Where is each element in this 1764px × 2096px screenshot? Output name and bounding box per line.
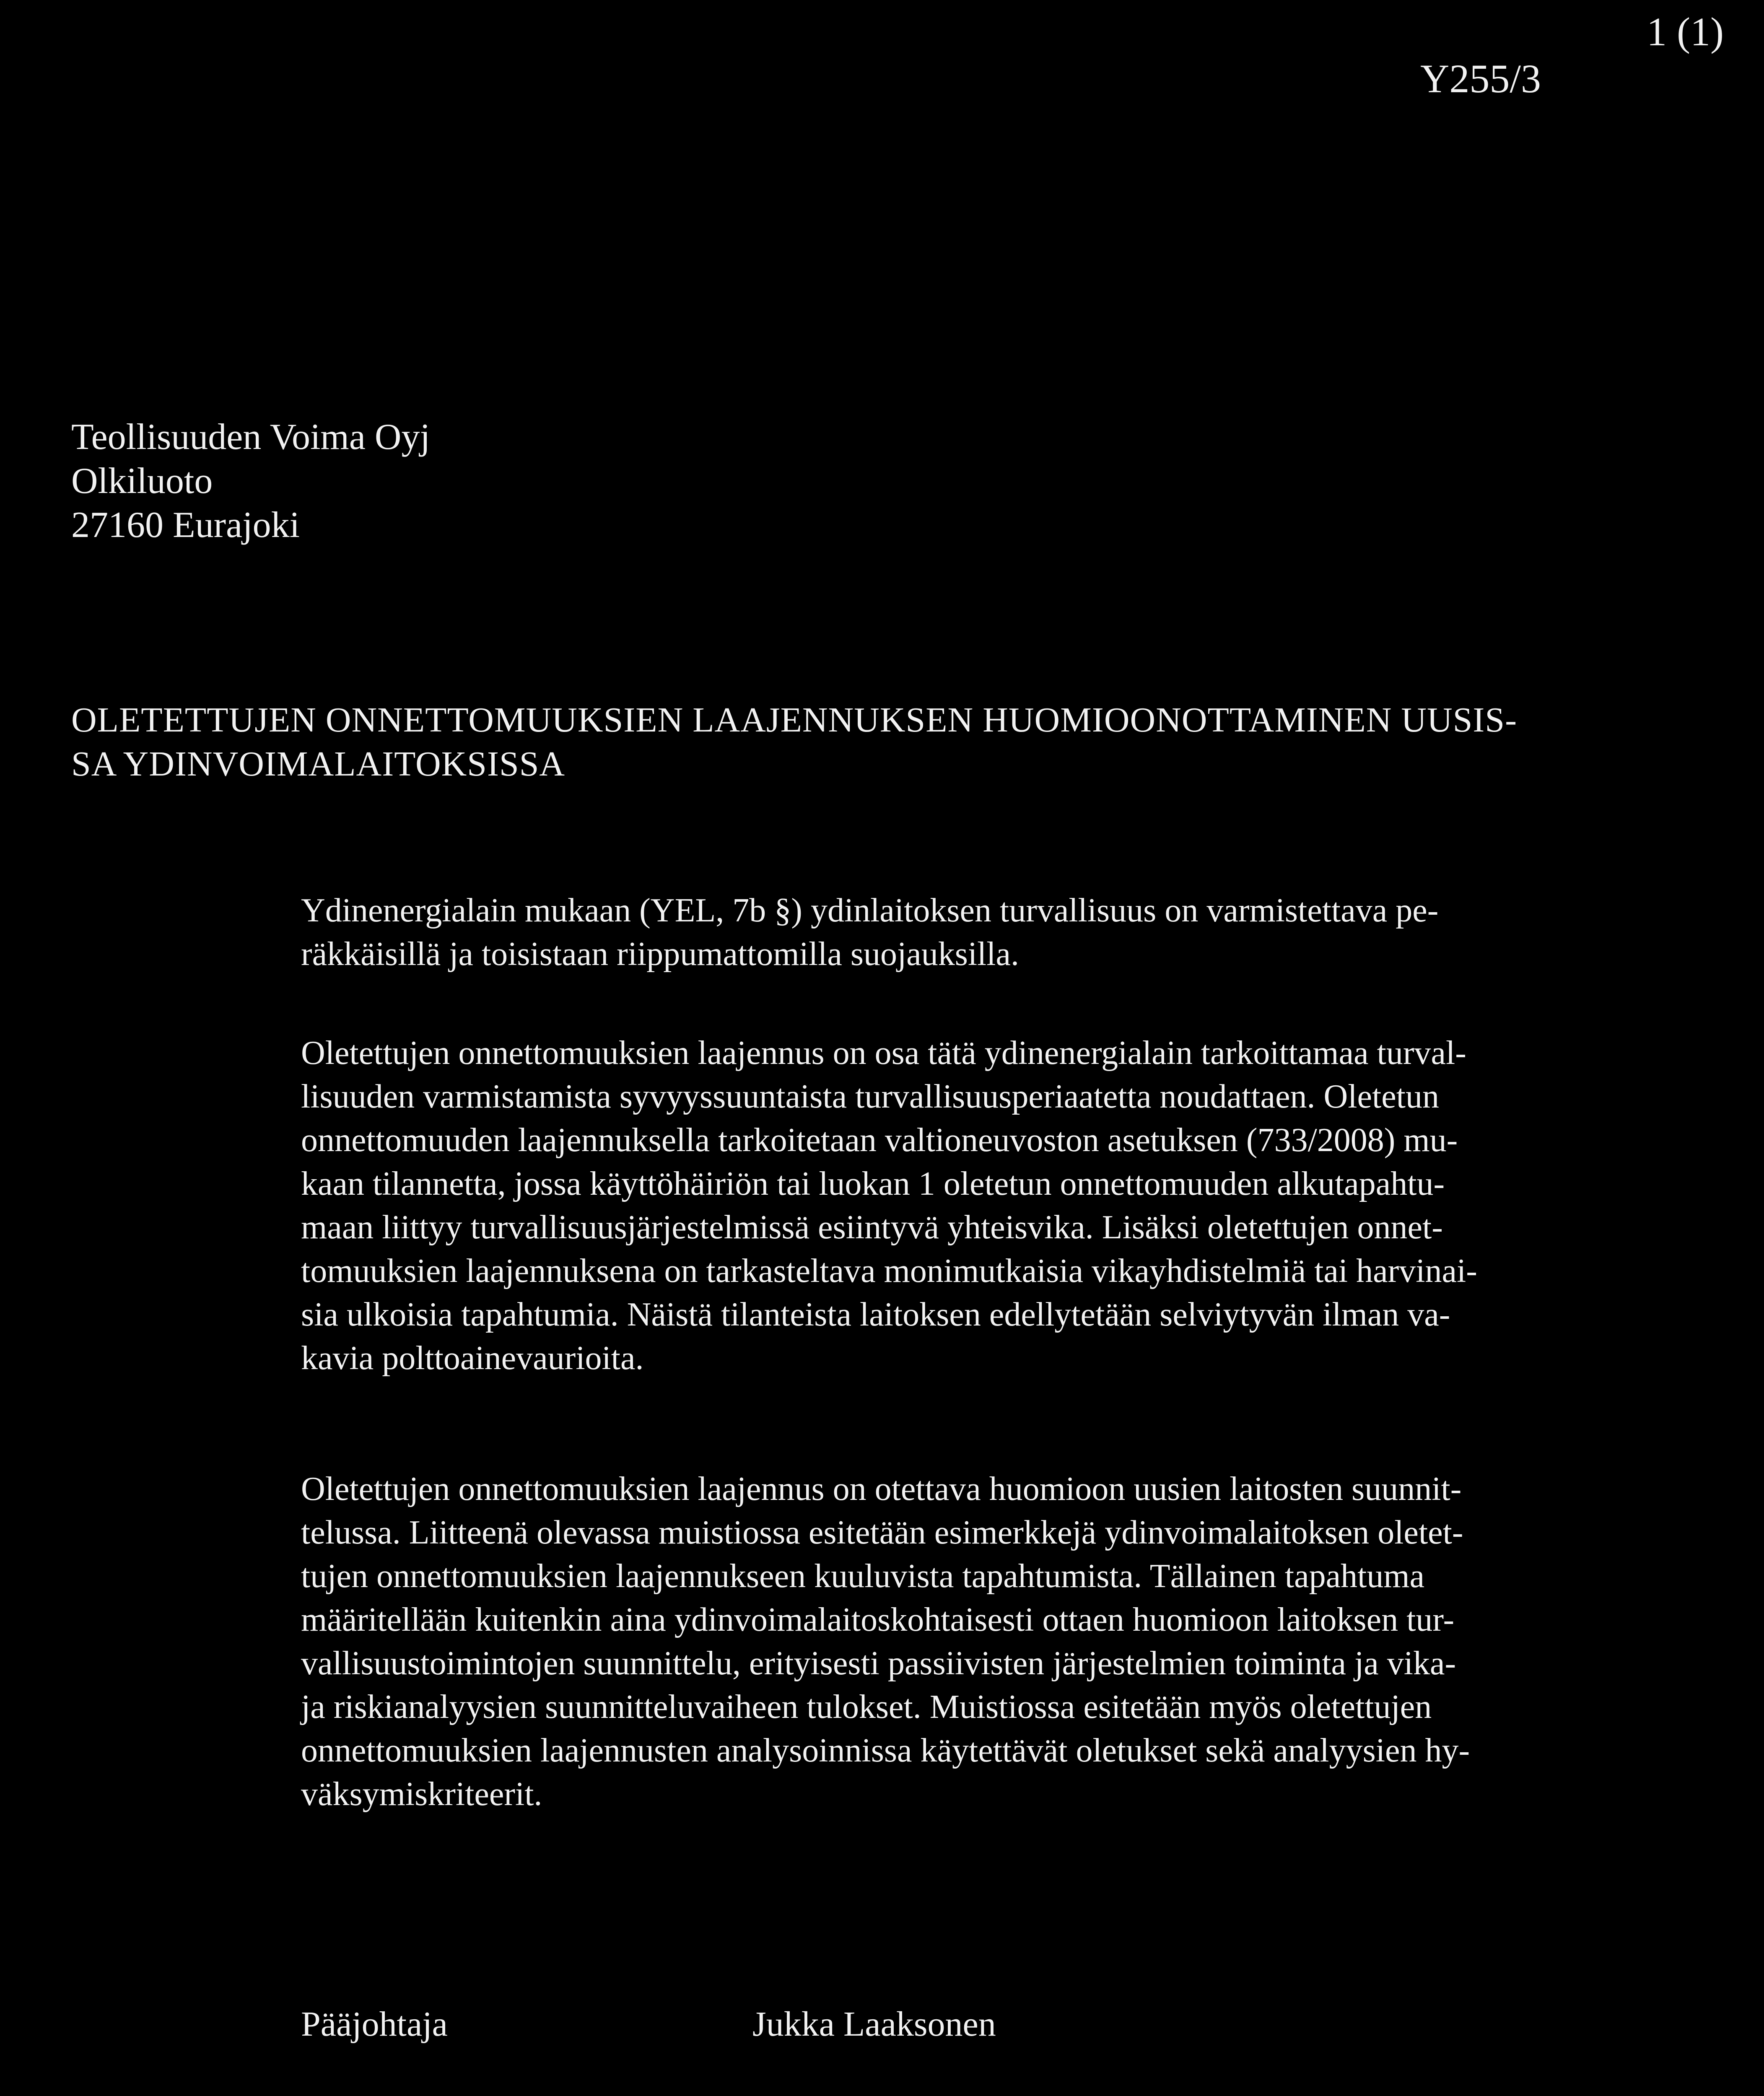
paragraph-line: maan liittyy turvallisuusjärjestelmissä esiintyvä yhteisvika. Lisäksi oletettujen onnet- [301,1209,1443,1246]
subject-heading [71,698,1744,786]
paragraph-line: kavia polttoainevaurioita. [301,1340,644,1377]
paragraph-line: kaan tilannetta, jossa käyttöhäiriön tai luokan 1 oletetun onnettomuuden alkutapahtu- [301,1165,1445,1202]
paragraph-line: Ydinenergialain mukaan (YEL, 7b §) ydinlaitoksen turvallisuus on varmistettava pe- [301,892,1439,929]
recipient-line: 27160 Eurajoki [71,505,300,545]
recipient-address [71,415,430,547]
paragraph-line: onnettomuuden laajennuksella tarkoitetaan valtioneuvoston asetuksen (733/2008) mu- [301,1122,1458,1159]
subject-line: OLETETTUJEN ONNETTOMUUKSIEN LAAJENNUKSEN HUOMIOONOTTAMINEN UUSIS- [71,700,1518,739]
paragraph-line: vallisuustoimintojen suunnittelu, erityisesti passiivisten järjestelmien toiminta ja vika- [301,1645,1456,1682]
paragraph-line: lisuuden varmistamista syvyyssuuntaista turvallisuusperiaatetta noudattaen. Oletetun [301,1078,1439,1115]
paragraph-line: tujen onnettomuuksien laajennukseen kuuluvista tapahtumista. Tällainen tapahtuma [301,1558,1425,1595]
recipient-line: Olkiluoto [71,461,213,501]
body-paragraph-1 [301,889,1747,976]
paragraph-line: väksymiskriteerit. [301,1776,542,1813]
body-paragraph-2 [301,1031,1747,1380]
paragraph-line: määritellään kuitenkin aina ydinvoimalaitoskohtaisesti ottaen huomioon laitoksen tur- [301,1601,1455,1638]
page-number: 1 (1) [1647,9,1724,54]
paragraph-line: onnettomuuksien laajennusten analysoinnissa käytettävät oletukset sekä analyysien hy- [301,1732,1470,1769]
paragraph-line: sia ulkoisia tapahtumia. Näistä tilanteista laitoksen edellytetään selviytyvän ilman va- [301,1296,1450,1333]
paragraph-line: ja riskianalyysien suunnitteluvaiheen tulokset. Muistiossa esitetään myös oletettujen [301,1689,1432,1725]
paragraph-line: telussa. Liitteenä olevassa muistiossa esitetään esimerkkejä ydinvoimalaitoksen oletet- [301,1514,1463,1551]
signer-name: Jukka Laaksonen [752,2005,996,2044]
paragraph-line: Oletettujen onnettomuuksien laajennus on osa tätä ydinenergialain tarkoittamaa turval- [301,1035,1466,1071]
paragraph-line: Oletettujen onnettomuuksien laajennus on otettava huomioon uusien laitosten suunnit- [301,1471,1462,1507]
recipient-line: Teollisuuden Voima Oyj [71,417,430,457]
body-paragraph-3 [301,1467,1747,1816]
paragraph-line: räkkäisillä ja toisistaan riippumattomilla suojauksilla. [301,936,1019,973]
subject-line: SA YDINVOIMALAITOKSISSA [71,744,566,783]
signer-title: Pääjohtaja [301,2005,448,2044]
document-reference: Y255/3 [1420,56,1541,101]
paragraph-line: tomuuksien laajennuksena on tarkasteltava monimutkaisia vikayhdistelmiä tai harvinai- [301,1253,1477,1289]
